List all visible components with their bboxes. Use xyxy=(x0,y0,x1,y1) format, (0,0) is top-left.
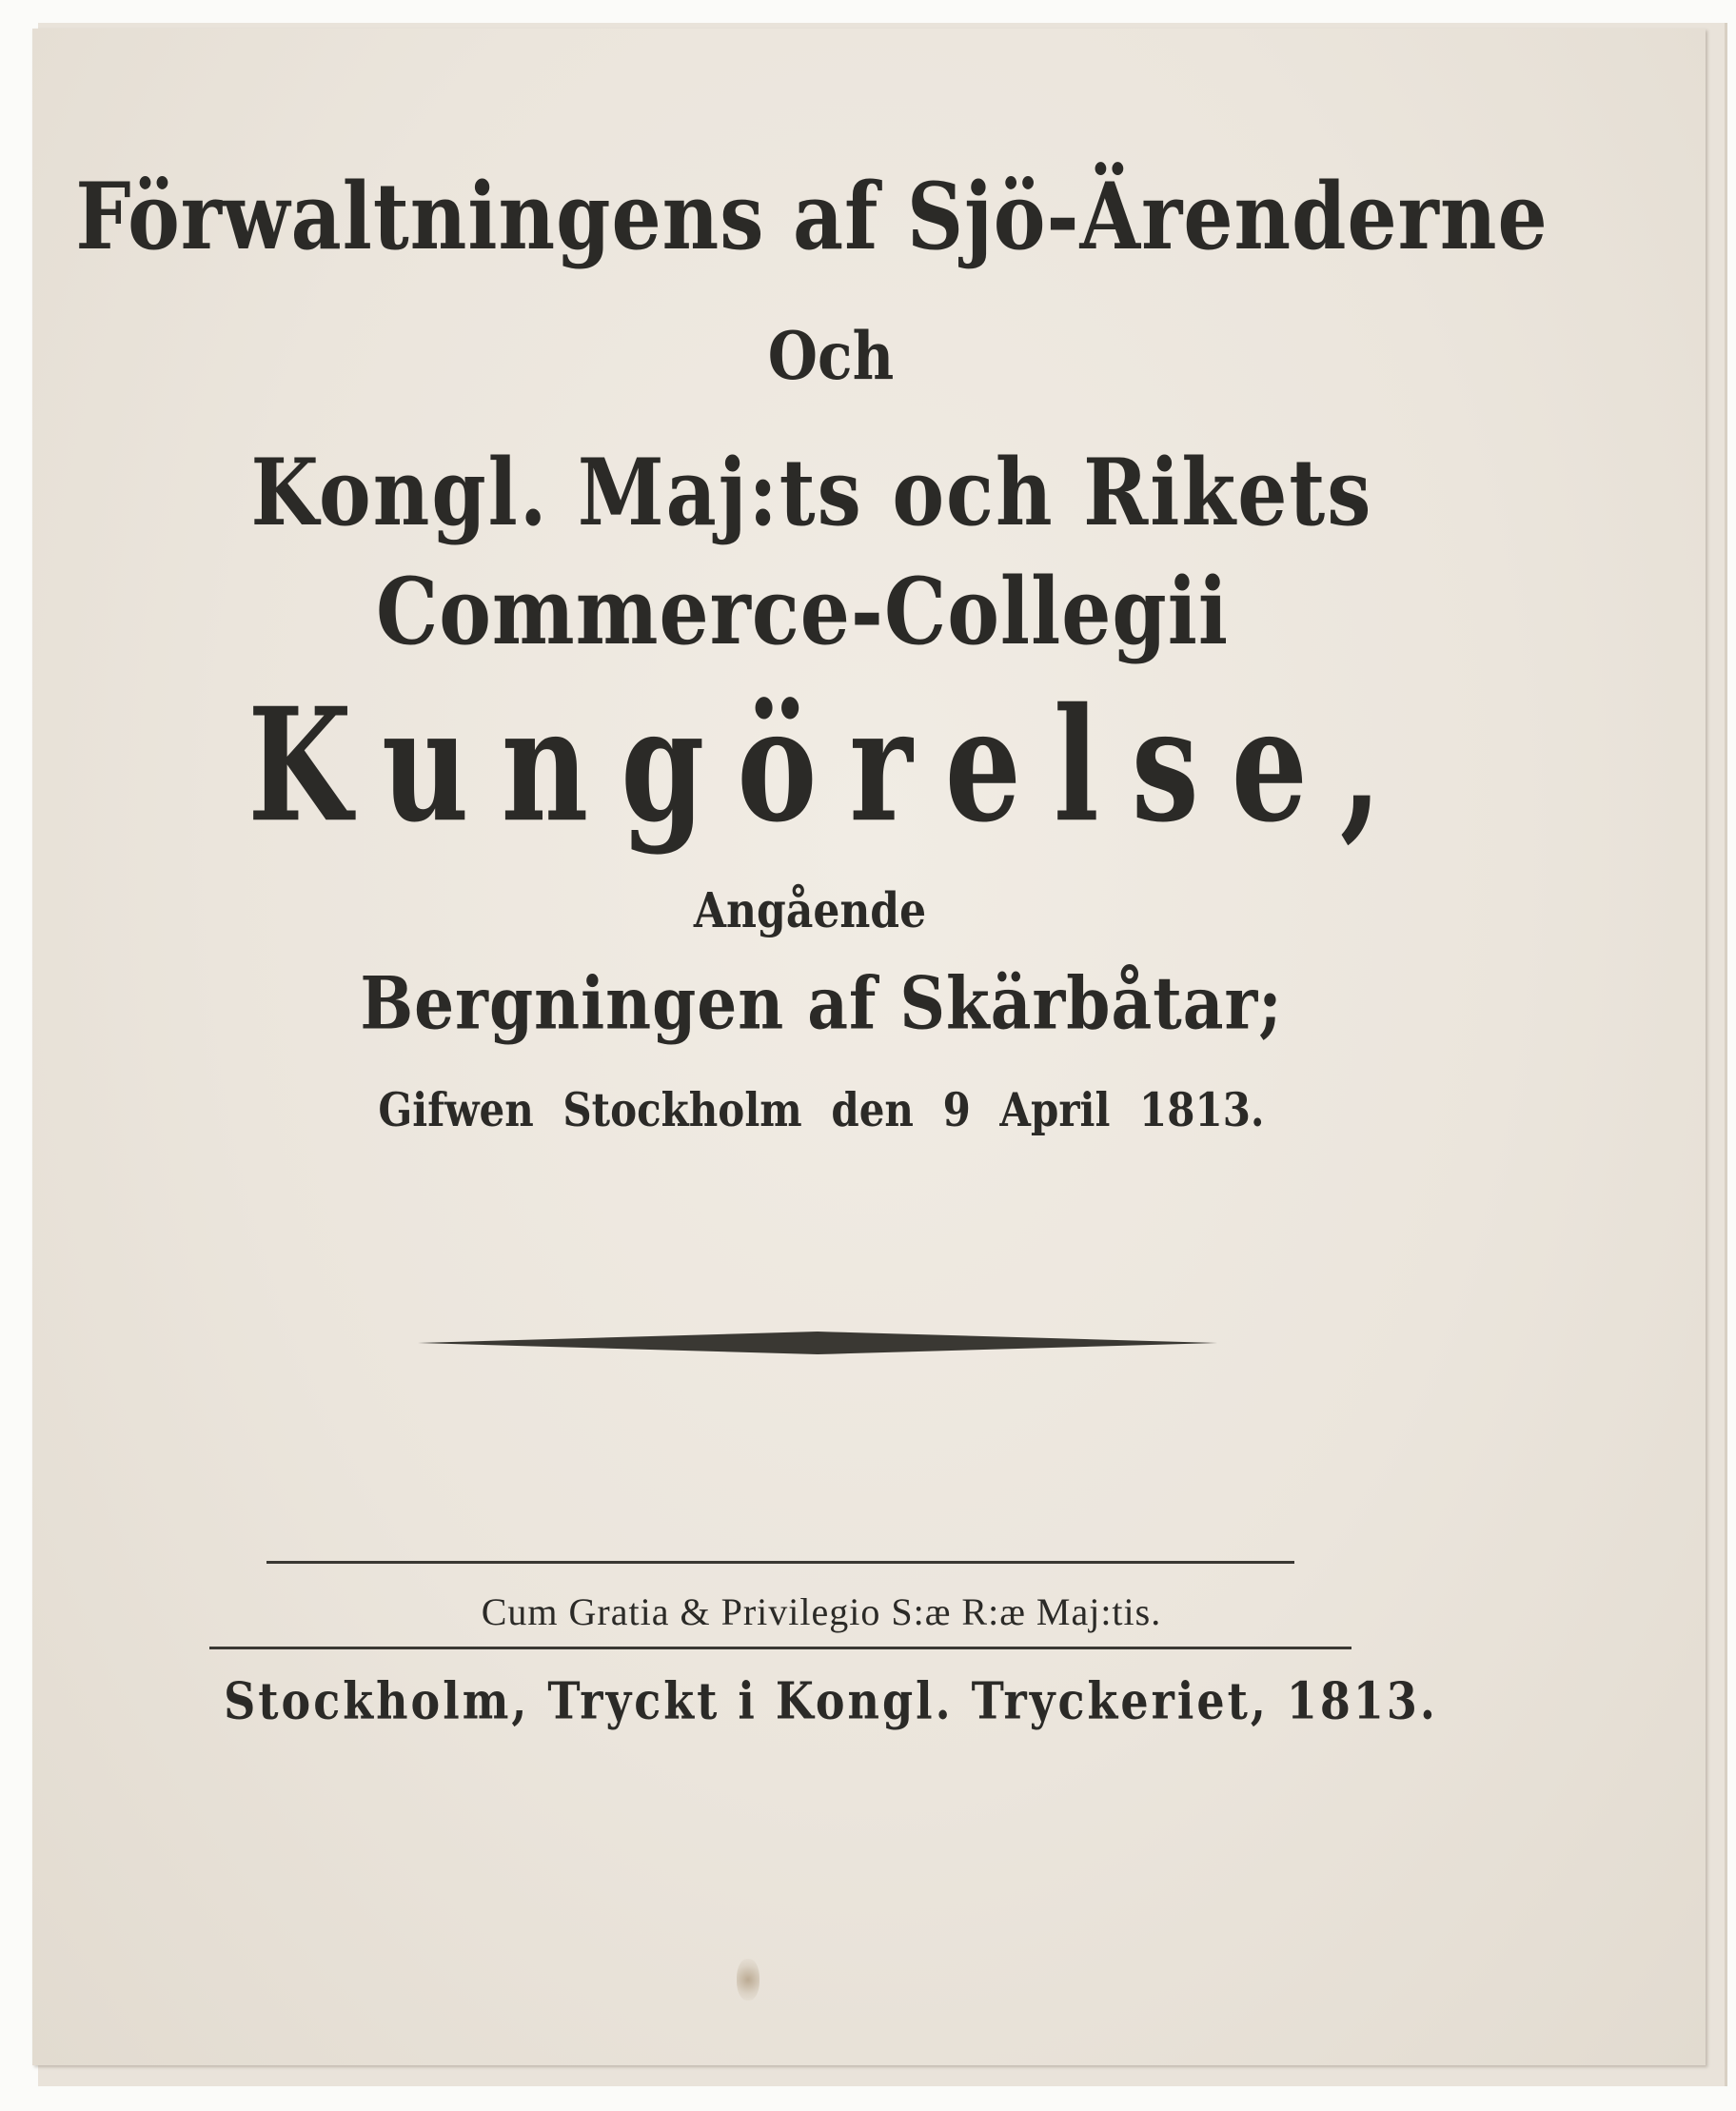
title-line-2: Och xyxy=(767,318,895,396)
title-line-4: Commerce-Collegii xyxy=(375,558,1230,666)
subheading-intro: Angående xyxy=(693,883,927,939)
imprint-line: Stockholm, Tryckt i Kongl. Tryckeriet, 1813. xyxy=(224,1670,1438,1731)
title-line-1: Förwaltningens af Sjö-Ärenderne xyxy=(75,163,1549,271)
ornament-divider xyxy=(418,1329,1217,1357)
subject-line: Bergningen af Skärbåtar; xyxy=(360,960,1283,1046)
top-rule xyxy=(266,1561,1294,1564)
paper-stain xyxy=(737,1959,760,2001)
bottom-rule xyxy=(209,1647,1351,1649)
main-heading: Kungörelse, xyxy=(247,673,1414,858)
title-line-3: Kongl. Maj:ts och Rikets xyxy=(250,439,1373,547)
title-page xyxy=(32,29,1706,2065)
privilege-line: Cum Gratia & Privilegio S:æ R:æ Maj:tis. xyxy=(481,1590,1162,1633)
date-line: Gifwen Stockholm den 9 April 1813. xyxy=(378,1083,1265,1137)
